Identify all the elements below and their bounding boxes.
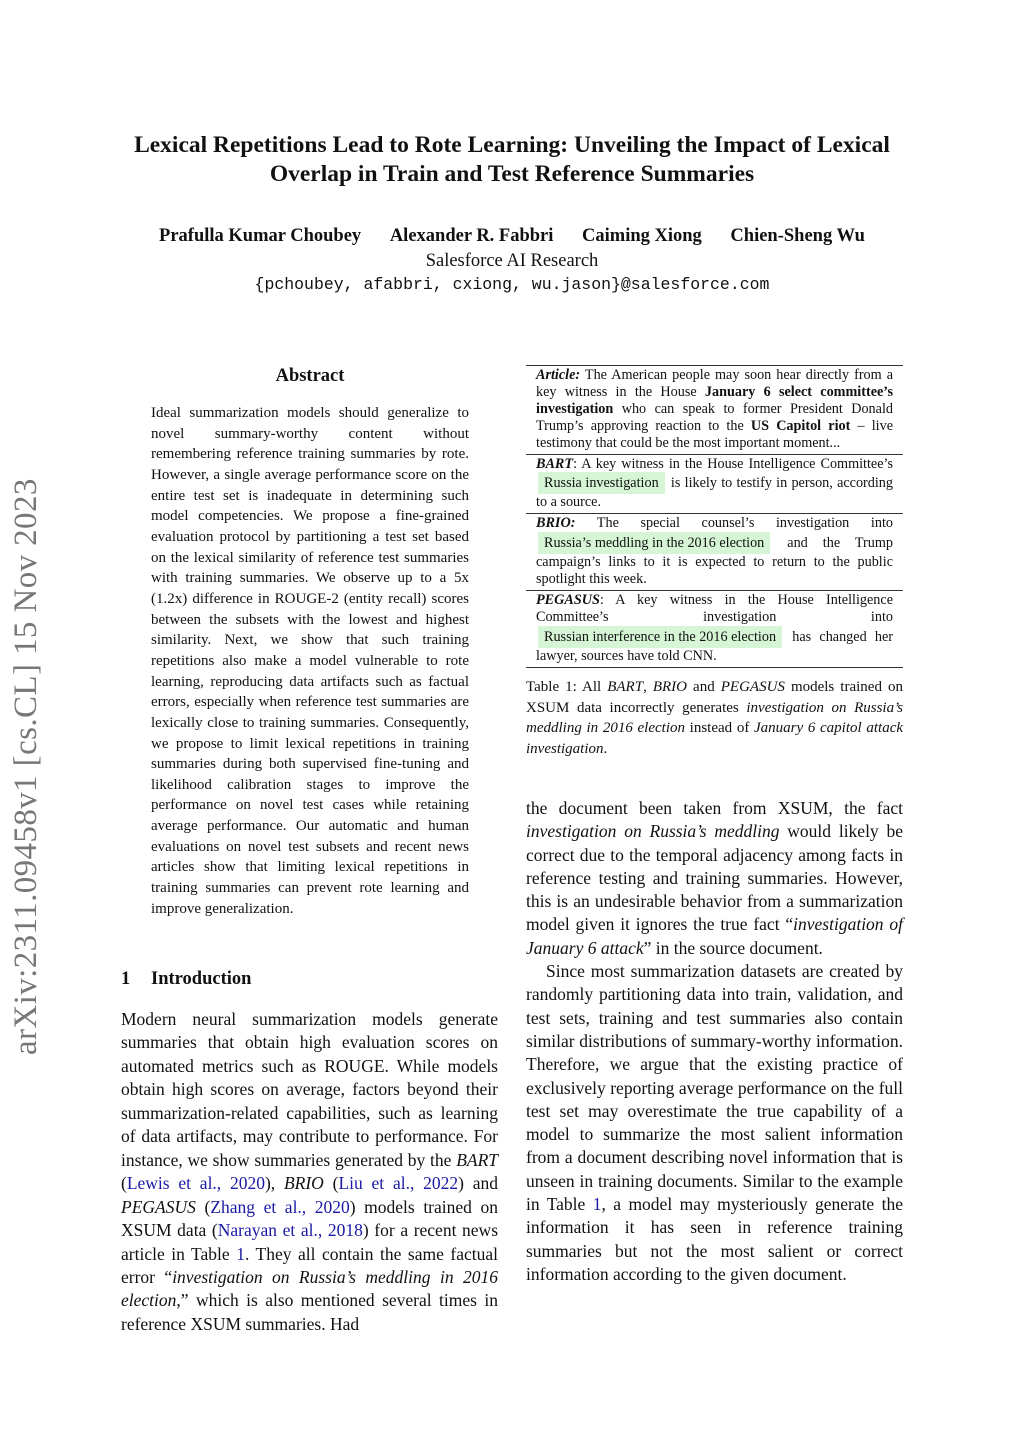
- abstract-text: Ideal summarization models should generalize to novel summary-worthy content without remembering reference training summaries by rote. However, a single average performance score on the entire test set is inadequate in determining such model competencies. We propose a fine-grained evaluation protocol by partitioning a test set based on the lexical similarity of reference test summaries with training summaries. We observe up to a 5x (1.2x) difference in ROUGE-2 (entity recall) scores between the subsets with the lowest and highest similarity. Next, we show that such training repetitions also make a model vulnerable to rote learning, reproducing data artifacts such as factual errors, especially when reference test summaries are lexically close to training summaries. Consequently, we propose to limit lexical repetitions in training summaries during both supervised fine-tuning and likelihood calibration stages to improve the performance on novel test cases while retaining average performance. Our automatic and human evaluations on novel test subsets and recent news articles show that limiting lexical repetitions in training summaries can prevent rote learning and improve generalization.: [151, 405, 469, 917]
- highlighted-error: Russian interference in the 2016 election: [538, 626, 782, 648]
- table-row-pegasus: PEGASUS: A key witness in the House Intelligence Committee’s investigation into Russian interference in the 2016 election has changed her lawyer, sources have told CNN.: [536, 592, 893, 664]
- table-caption: Table 1: All BART, BRIO and PEGASUS models trained on XSUM data incorrectly generates investigation on Russia’s meddling in 2016 election instead of January 6 capitol attack investigation.: [526, 679, 904, 757]
- citation-link[interactable]: Zhang et al., 2020: [210, 1196, 350, 1217]
- table-row-brio: BRIO: The special counsel’s investigation into Russia’s meddling in the 2016 election and the Trump campaign’s links to it is expected to return to the public spotlight this week.: [526, 514, 903, 591]
- author-name: Chien-Sheng Wu: [730, 226, 865, 246]
- body-paragraph: Since most summarization datasets are created by randomly partitioning data into train, validation, and test sets, training and test summaries also contain similar distributions of summary-worthy information. Therefore, we argue that the existing practice of exclusively reporting average performance on the full test set may overestimate the true capability of a model to summarize the most salient information from a document describing novel information that is unseen in training documents. Similar to the example in Table 1, a model may mysteriously generate the information it has seen in reference training summaries but not the most salient or correct information according to the given document.: [526, 961, 903, 1284]
- citation-link[interactable]: Lewis et al., 2020: [126, 1173, 265, 1194]
- example-table: [526, 365, 903, 668]
- section-title: Introduction: [151, 969, 252, 989]
- affiliation: Salesforce AI Research: [425, 251, 599, 271]
- citation-link[interactable]: Liu et al., 2022: [338, 1173, 459, 1194]
- intro-paragraph: Modern neural summarization models generate summaries that obtain high evaluation scores on automated metrics such as ROUGE. While models obtain high scores on average, factors beyond their summarization-related capabilities, such as learning of data artifacts, may contribute to performance. For instance, we show summaries generated by the BART (Lewis et al., 2020), BRIO (Liu et al., 2022) and PEGASUS (Zhang et al., 2020) models trained on XSUM data (Narayan et al., 2018) for a recent news article in Table 1. They all contain the same factual error “investigation on Russia’s meddling in 2016 election,” which is also mentioned several times in reference XSUM summaries. Had: [121, 1009, 499, 1334]
- author-name: Prafulla Kumar Choubey: [159, 226, 362, 246]
- table-reference-link[interactable]: 1: [236, 1243, 245, 1264]
- highlighted-error: Russia’s meddling in the 2016 election: [538, 532, 770, 554]
- author-list: [100, 226, 924, 247]
- highlighted-error: Russia investigation: [538, 472, 665, 494]
- right-column-text: [526, 797, 903, 1286]
- arxiv-identifier: arXiv:2311.09458v1 [cs.CL] 15 Nov 2023: [8, 478, 44, 1055]
- table-row-article: Article: The American people may soon hear directly from a key witness in the House January 6 select committee’s investigation who can speak to former President Donald Trump’s approving reaction to the US Capitol riot – live testimony that could be the most important moment...: [526, 366, 903, 455]
- author-emails: {pchoubey, afabbri, cxiong, wu.jason}@salesforce.com: [254, 275, 770, 294]
- author-name: Alexander R. Fabbri: [389, 226, 554, 246]
- abstract-heading: Abstract: [275, 366, 345, 386]
- section-heading: [121, 969, 501, 990]
- table-row-bart: BART: A key witness in the House Intelligence Committee’s Russia investigation is likely to testify in person, according to a source.: [526, 455, 903, 515]
- citation-link[interactable]: Narayan et al., 2018: [217, 1220, 363, 1241]
- table-reference-link[interactable]: 1: [592, 1194, 602, 1215]
- section-number: 1: [121, 969, 131, 989]
- body-paragraph: the document been taken from XSUM, the fact investigation on Russia’s meddling would likely be correct due to the temporal adjacency among facts in reference testing and training summaries. However, this is an undesirable behavior from a summarization model given it ignores the true fact “investigation of January 6 attack” in the source document.: [526, 798, 903, 958]
- author-name: Caiming Xiong: [582, 226, 702, 246]
- paper-title: Lexical Repetitions Lead to Rote Learning: Unveiling the Impact of Lexical Overlap in Train and Test Reference Summaries: [134, 132, 890, 187]
